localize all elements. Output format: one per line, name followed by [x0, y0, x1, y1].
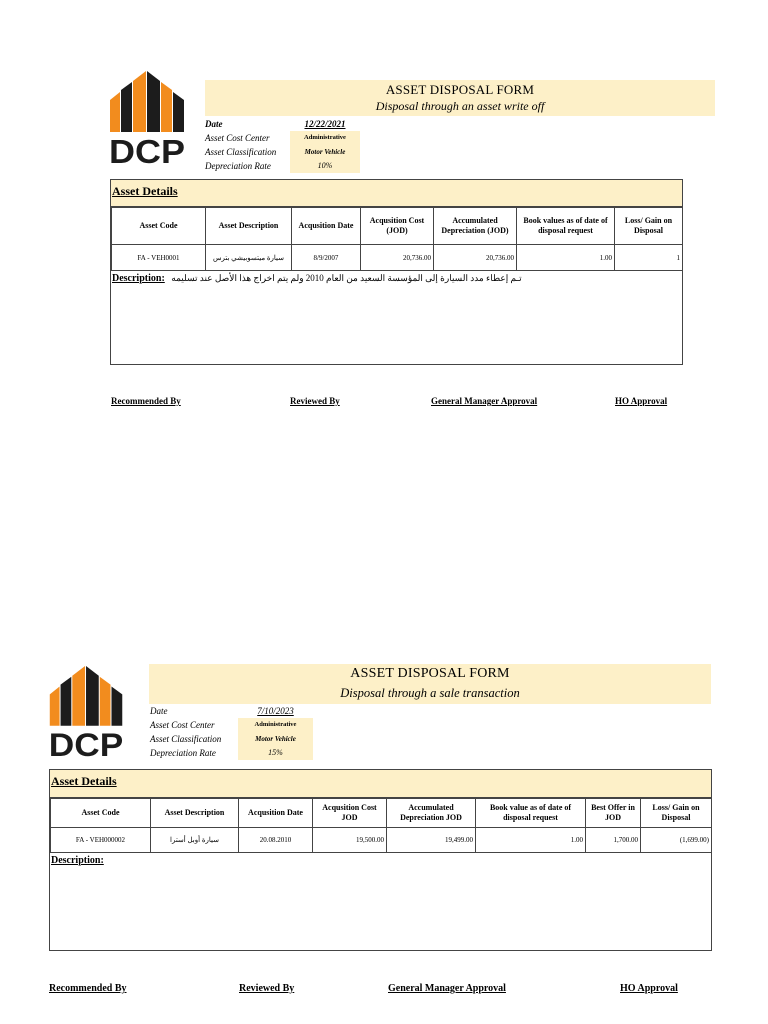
meta-depreciation-row [150, 746, 315, 760]
meta-cost-center-row [205, 131, 365, 145]
meta-date-row [150, 704, 315, 718]
meta-date-value: 7/10/2023 [257, 706, 294, 716]
form-subtitle: Disposal through an asset write off [375, 99, 545, 113]
meta-block [150, 704, 315, 760]
form-title: ASSET DISPOSAL FORM [385, 82, 535, 97]
col-header: Asset Description [151, 799, 239, 828]
cell-acquisition-date: 8/9/2007 [292, 245, 361, 271]
section-title: Asset Details [111, 180, 682, 207]
cell-best-offer: 1,700.00 [586, 828, 641, 853]
col-header: Acqusition Cost JOD [313, 799, 387, 828]
cell-asset-description: سيارة ميتسوبيشي بترس [206, 245, 292, 271]
cell-book-value: 1.00 [476, 828, 586, 853]
col-header: Best Offer in JOD [586, 799, 641, 828]
signature-reviewed-by: Reviewed By [290, 396, 340, 406]
signature-recommended-by: Recommended By [49, 983, 127, 994]
description-label: Description: [51, 855, 104, 866]
meta-depreciation-value: 10% [290, 159, 360, 173]
description [111, 271, 682, 286]
meta-classification-row [150, 732, 315, 746]
table-row [51, 828, 712, 853]
asset-table [50, 798, 712, 853]
col-header: Acqusition Date [292, 208, 361, 245]
cell-asset-code: FA - VEH0001 [112, 245, 206, 271]
meta-classification-value: Motor Vehicle [238, 732, 313, 746]
cell-loss-gain: 1 [615, 245, 683, 271]
table-header-row [112, 208, 683, 245]
cell-acquisition-cost: 20,736.00 [361, 245, 434, 271]
col-header: Book value as of date of disposal request [476, 799, 586, 828]
col-header: Accumulated Depreciation JOD [387, 799, 476, 828]
signature-ho-approval: HO Approval [615, 396, 668, 406]
section-title: Asset Details [50, 770, 711, 798]
meta-block [205, 117, 365, 173]
col-header: Asset Description [206, 208, 292, 245]
col-header: Asset Code [112, 208, 206, 245]
meta-cost-center-value: Administrative [290, 131, 360, 145]
meta-date-label: Date [150, 706, 168, 716]
meta-classification-value: Motor Vehicle [290, 145, 360, 159]
form-title: ASSET DISPOSAL FORM [350, 666, 510, 681]
meta-cost-center-value: Administrative [238, 718, 313, 732]
asset-table [111, 207, 683, 271]
asset-details-box [49, 769, 712, 951]
meta-depreciation-label: Depreciation Rate [150, 748, 216, 758]
meta-classification-label: Asset Classification [150, 734, 222, 744]
signature-reviewed-by: Reviewed By [239, 983, 295, 994]
dcp-logo [47, 665, 127, 761]
col-header: Acqusition Date [239, 799, 313, 828]
col-header: Loss/ Gain on Disposal [615, 208, 683, 245]
col-header: Book values as of date of disposal request [517, 208, 615, 245]
meta-date-row [205, 117, 365, 131]
meta-depreciation-label: Depreciation Rate [205, 161, 271, 171]
meta-classification-row [205, 145, 365, 159]
asset-details-box [110, 179, 683, 365]
cell-book-value: 1.00 [517, 245, 615, 271]
logo-text: DCP [48, 727, 124, 761]
form-subtitle: Disposal through a sale transaction [340, 686, 520, 700]
signature-gm-approval: General Manager Approval [388, 983, 506, 994]
meta-classification-label: Asset Classification [205, 147, 277, 157]
meta-depreciation-row [205, 159, 365, 173]
cell-asset-code: FA - VEH000002 [51, 828, 151, 853]
table-row [112, 245, 683, 271]
dcp-logo [108, 70, 188, 168]
description [50, 853, 711, 868]
col-header: Accumulated Depreciation (JOD) [434, 208, 517, 245]
description-text: تـم إعطاء مدد السيارة إلى المؤسسة السعيد من العام 2010 ولم يتم اخراج هذا الأصل عند تسليمه [171, 273, 522, 283]
col-header: Loss/ Gain on Disposal [641, 799, 712, 828]
signature-ho-approval: HO Approval [620, 983, 678, 994]
cell-accumulated-depreciation: 20,736.00 [434, 245, 517, 271]
meta-date-value: 12/22/2021 [304, 119, 346, 129]
signature-recommended-by: Recommended By [111, 396, 181, 406]
cell-accumulated-depreciation: 19,499.00 [387, 828, 476, 853]
table-header-row [51, 799, 712, 828]
cell-loss-gain: (1,699.00) [641, 828, 712, 853]
meta-cost-center-label: Asset Cost Center [205, 133, 270, 143]
cell-acquisition-cost: 19,500.00 [313, 828, 387, 853]
meta-cost-center-label: Asset Cost Center [150, 720, 215, 730]
meta-depreciation-value: 15% [238, 746, 313, 760]
logo-text: DCP [109, 133, 185, 168]
form-header [205, 80, 715, 116]
description-label: Description: [112, 273, 165, 284]
meta-date-label: Date [205, 119, 223, 129]
meta-cost-center-row [150, 718, 315, 732]
signature-gm-approval: General Manager Approval [431, 396, 538, 406]
cell-acquisition-date: 20.08.2010 [239, 828, 313, 853]
col-header: Acqusition Cost (JOD) [361, 208, 434, 245]
col-header: Asset Code [51, 799, 151, 828]
form-header [149, 664, 711, 704]
cell-asset-description: سيارة أوبل أسترا [151, 828, 239, 853]
